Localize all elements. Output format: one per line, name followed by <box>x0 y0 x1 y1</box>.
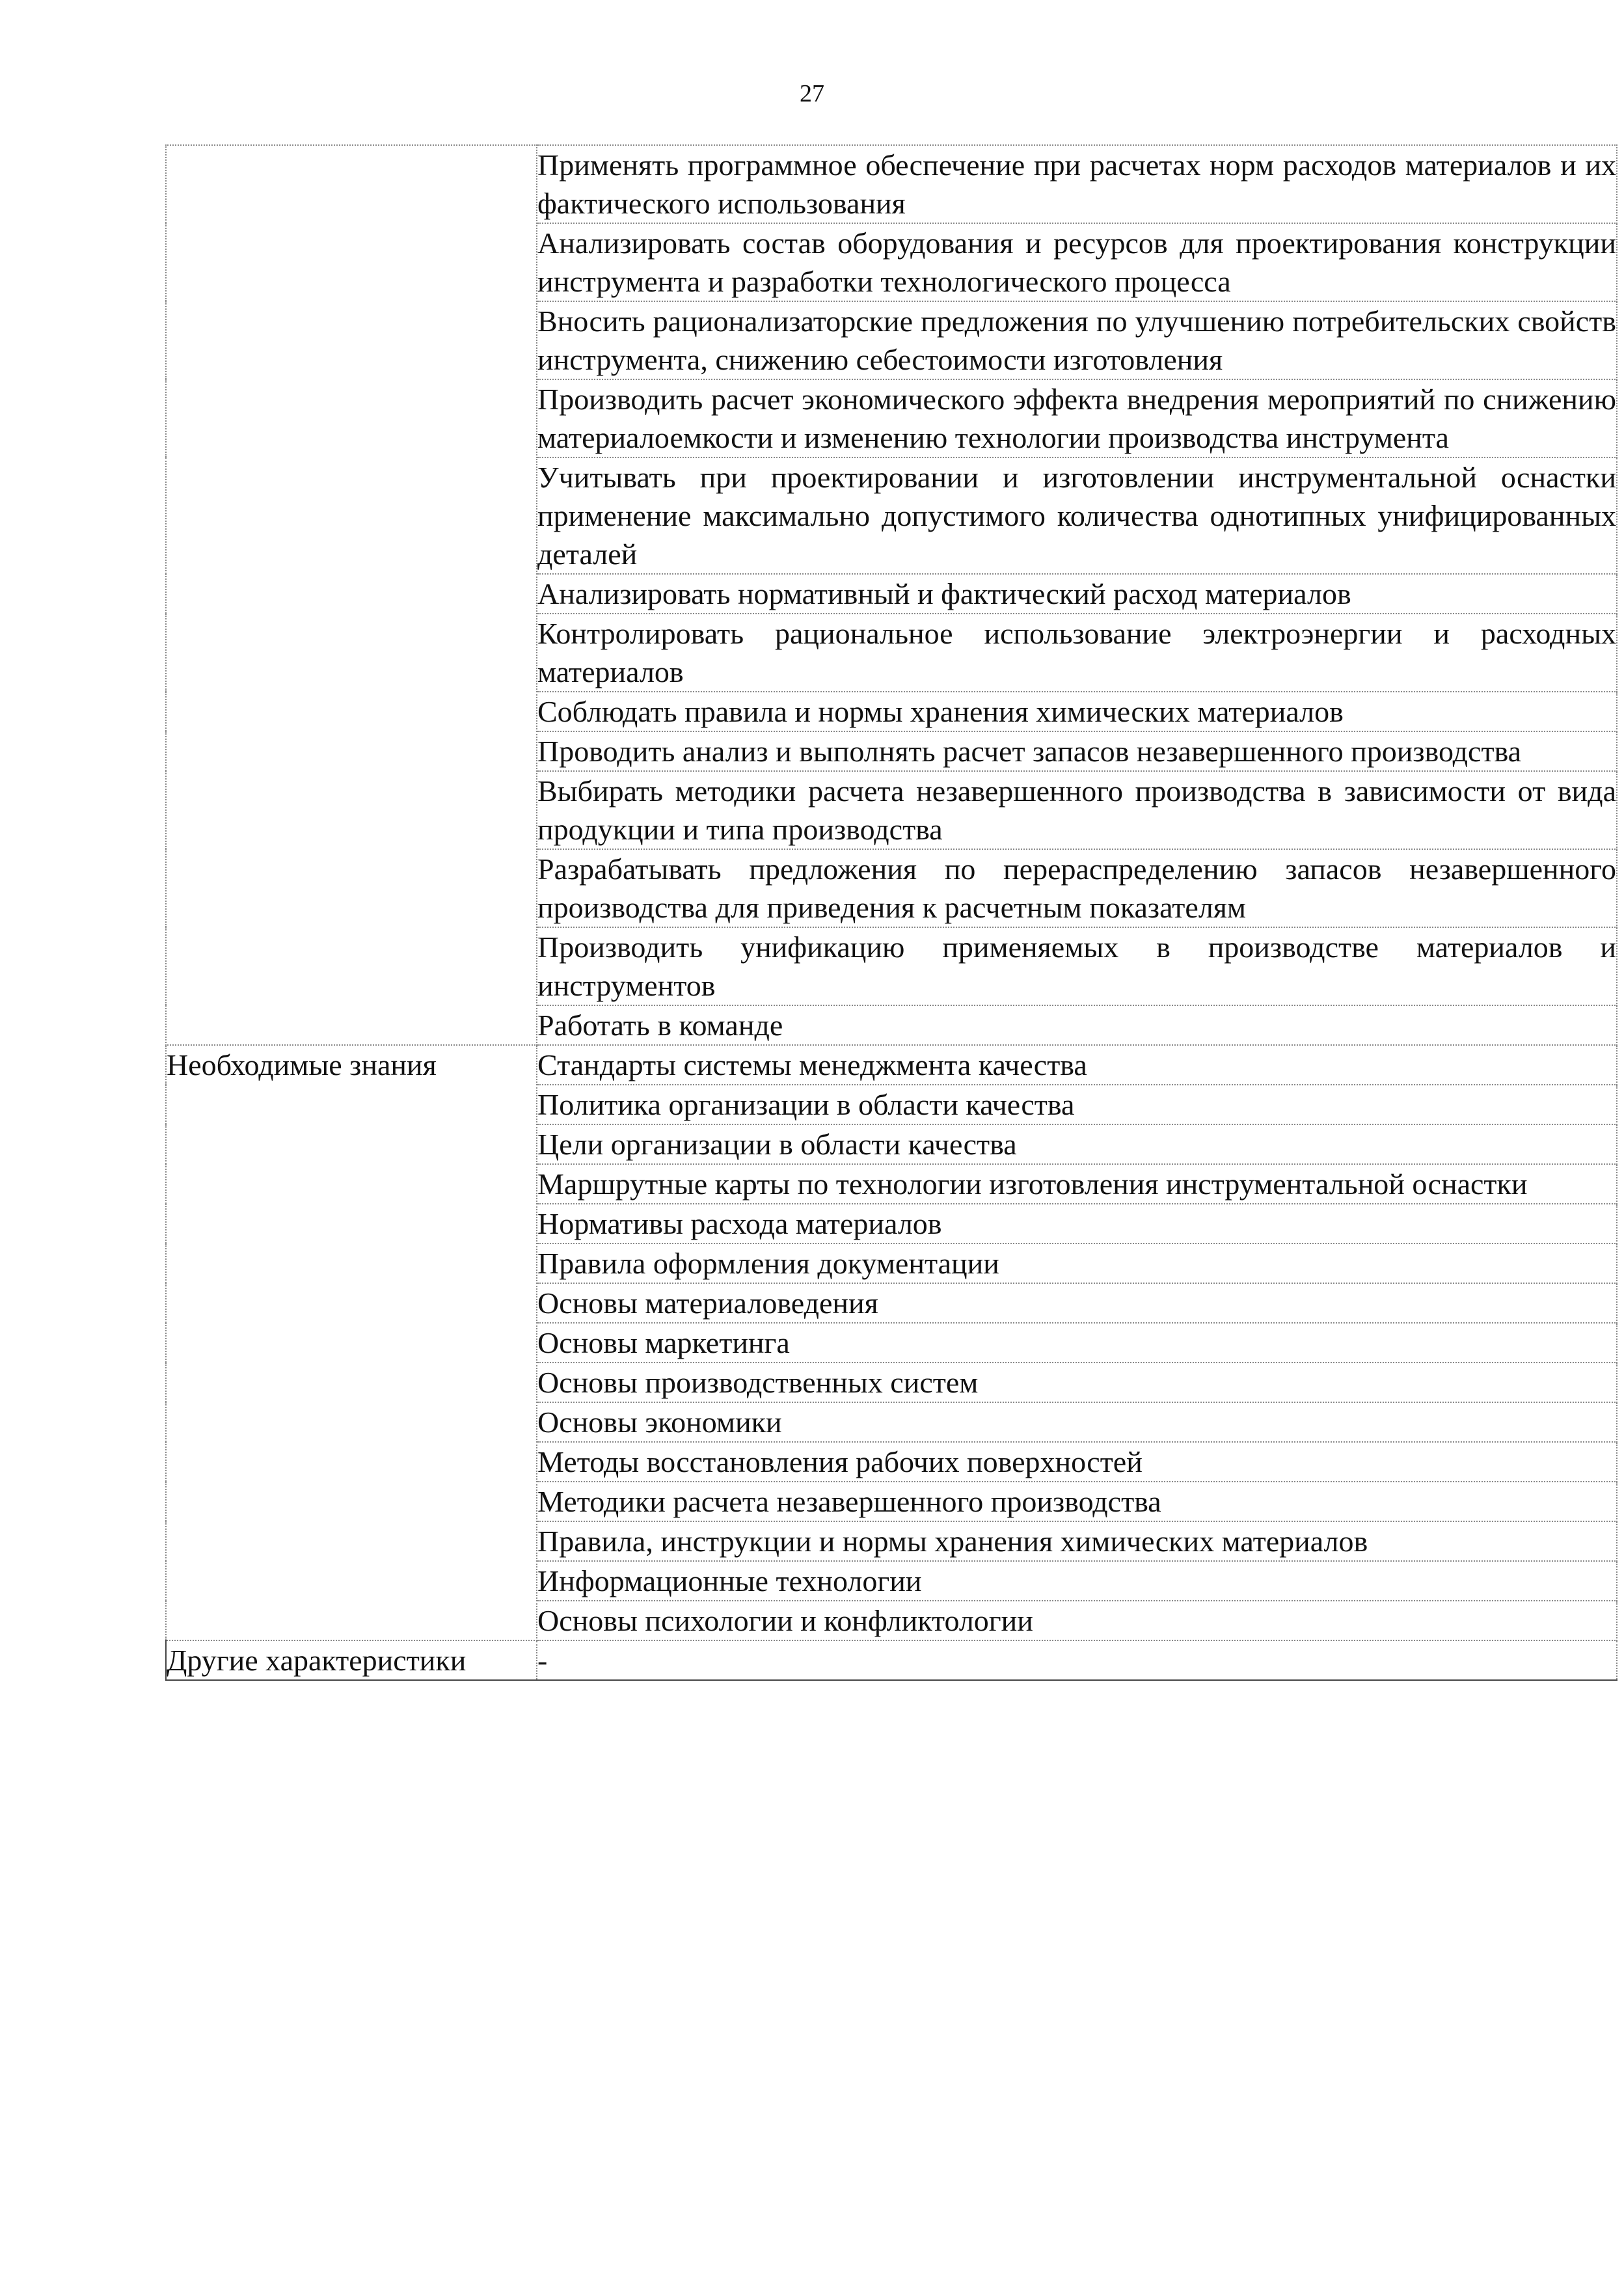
knowledge-item: Информационные технологии <box>537 1561 1617 1601</box>
knowledge-item: Основы экономики <box>537 1402 1617 1442</box>
knowledge-item: Основы производственных систем <box>537 1363 1617 1402</box>
knowledge-item: Правила, инструкции и нормы хранения химических материалов <box>537 1521 1617 1561</box>
knowledge-item: Правила оформления документации <box>537 1243 1617 1283</box>
knowledge-item: Основы материаловедения <box>537 1283 1617 1323</box>
skill-item: Контролировать рациональное использование электроэнергии и расходных материалов <box>537 614 1617 692</box>
knowledge-item: Основы маркетинга <box>537 1323 1617 1363</box>
knowledge-item: Методики расчета незавершенного производства <box>537 1482 1617 1521</box>
skill-item: Разрабатывать предложения по перераспределению запасов незавершенного производства для приведения к расчетным показателям <box>537 849 1617 927</box>
page-number: 27 <box>800 80 824 107</box>
table-row <box>166 1045 1617 1085</box>
knowledge-item: Цели организации в области качества <box>537 1124 1617 1164</box>
knowledge-item: Политика организации в области качества <box>537 1085 1617 1124</box>
table-row <box>166 1640 1617 1680</box>
skill-item: Анализировать нормативный и фактический расход материалов <box>537 574 1617 614</box>
competency-table <box>165 144 1617 1681</box>
skill-item: Соблюдать правила и нормы хранения химических материалов <box>537 692 1617 731</box>
skill-item: Проводить анализ и выполнять расчет запасов незавершенного производства <box>537 731 1617 771</box>
other-value: - <box>537 1640 1617 1680</box>
knowledge-item: Стандарты системы менеджмента качества <box>537 1045 1617 1085</box>
skill-item: Выбирать методики расчета незавершенного производства в зависимости от вида продукции и типа производства <box>537 771 1617 849</box>
skills-label-cell <box>166 145 537 1045</box>
skill-item: Производить унификацию применяемых в производстве материалов и инструментов <box>537 927 1617 1005</box>
knowledge-item: Методы восстановления рабочих поверхностей <box>537 1442 1617 1482</box>
skill-item: Вносить рационализаторские предложения по улучшению потребительских свойств инструмента, снижению себестоимости изготовления <box>537 301 1617 379</box>
table-row <box>166 145 1617 223</box>
skill-item: Учитывать при проектировании и изготовлении инструментальной оснастки применение максимально допустимого количества однотипных унифицированных деталей <box>537 457 1617 574</box>
skill-item: Применять программное обеспечение при расчетах норм расходов материалов и их фактического использования <box>537 145 1617 223</box>
knowledge-item: Основы психологии и конфликтологии <box>537 1601 1617 1640</box>
skill-item: Анализировать состав оборудования и ресурсов для проектирования конструкции инструмента и разработки технологического процесса <box>537 223 1617 301</box>
skill-item: Производить расчет экономического эффекта внедрения мероприятий по снижению материалоемкости и изменению технологии производства инструмента <box>537 379 1617 457</box>
knowledge-label: Необходимые знания <box>166 1045 537 1640</box>
skill-item: Работать в команде <box>537 1005 1617 1045</box>
other-label: Другие характеристики <box>166 1640 537 1680</box>
knowledge-item: Нормативы расхода материалов <box>537 1204 1617 1243</box>
knowledge-item: Маршрутные карты по технологии изготовления инструментальной оснастки <box>537 1164 1617 1204</box>
